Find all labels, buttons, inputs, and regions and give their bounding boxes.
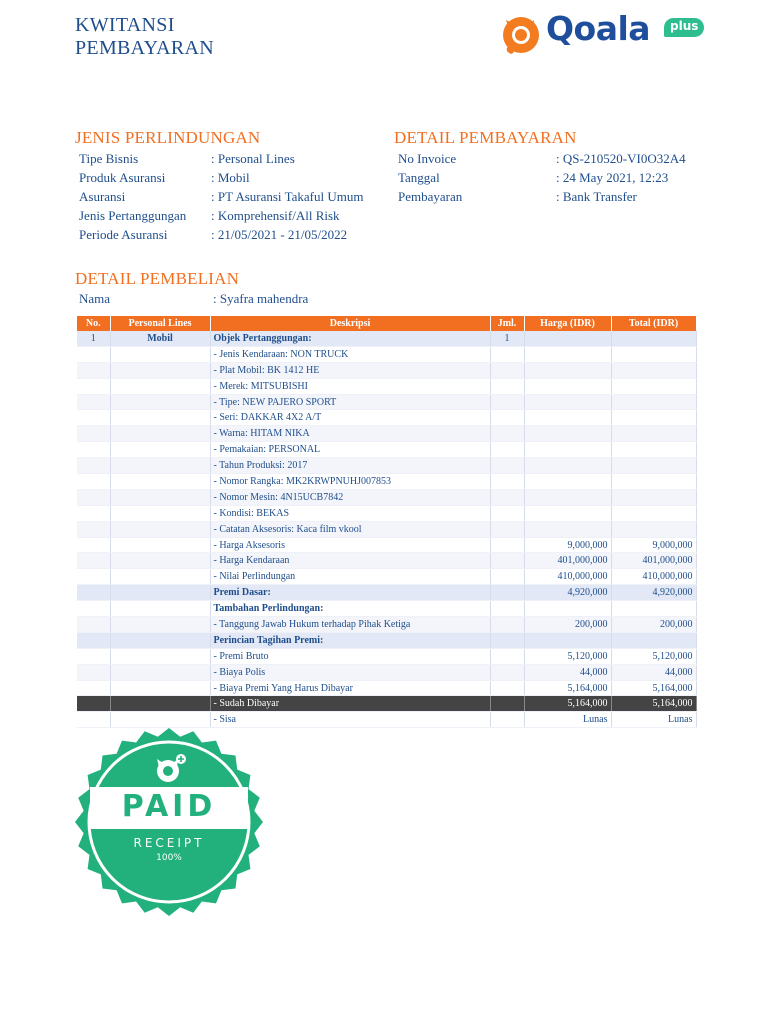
cell-harga — [524, 426, 611, 442]
kv-value: : 24 May 2021, 12:23 — [556, 170, 669, 185]
kv-value: : PT Asuransi Takaful Umum — [211, 189, 364, 204]
cell-jml — [490, 680, 524, 696]
cell-jml — [490, 664, 524, 680]
cell-deskripsi: - Biaya Polis — [210, 664, 490, 680]
cell-no — [77, 474, 110, 490]
cell-jml: 1 — [490, 331, 524, 346]
cell-no — [77, 362, 110, 378]
cell-no — [77, 505, 110, 521]
cell-total — [611, 426, 696, 442]
qoala-logo — [500, 9, 705, 56]
cell-jml — [490, 442, 524, 458]
nama-value: : Syafra mahendra — [213, 291, 309, 306]
kv-label: Pembayaran — [398, 189, 463, 204]
cell-personal-line — [110, 569, 210, 585]
plus-badge: plus — [664, 18, 704, 37]
cell-no — [77, 426, 110, 442]
cell-deskripsi: - Harga Kendaraan — [210, 553, 490, 569]
cell-no — [77, 537, 110, 553]
cell-total — [611, 378, 696, 394]
cell-deskripsi: - Biaya Premi Yang Harus Dibayar — [210, 680, 490, 696]
cell-harga: 9,000,000 — [524, 537, 611, 553]
cell-total — [611, 346, 696, 362]
cell-total — [611, 474, 696, 490]
table-row — [77, 712, 696, 728]
cell-harga — [524, 442, 611, 458]
cell-no — [77, 712, 110, 728]
cell-harga: 5,120,000 — [524, 648, 611, 664]
kv-value: : Bank Transfer — [556, 189, 637, 204]
cell-no — [77, 680, 110, 696]
cell-jml — [490, 632, 524, 648]
cell-no — [77, 664, 110, 680]
cell-deskripsi: - Plat Mobil: BK 1412 HE — [210, 362, 490, 378]
receipt-title — [75, 14, 214, 60]
kv-value: : Mobil — [211, 170, 250, 185]
cell-deskripsi: - Tanggung Jawab Hukum terhadap Pihak Ketiga — [210, 617, 490, 633]
cell-no — [77, 489, 110, 505]
kv-row — [79, 149, 363, 168]
cell-total — [611, 458, 696, 474]
cell-personal-line — [110, 712, 210, 728]
cell-deskripsi: Objek Pertanggungan: — [210, 331, 490, 346]
cell-deskripsi: - Jenis Kendaraan: NON TRUCK — [210, 346, 490, 362]
col-header-personal-lines: Personal Lines — [110, 316, 210, 331]
cell-no — [77, 442, 110, 458]
table-row — [77, 585, 696, 601]
table-row — [77, 521, 696, 537]
cell-harga — [524, 378, 611, 394]
col-header-harga: Harga (IDR) — [524, 316, 611, 331]
cell-personal-line — [110, 458, 210, 474]
cell-no — [77, 632, 110, 648]
cell-jml — [490, 585, 524, 601]
cell-deskripsi: Tambahan Perlindungan: — [210, 601, 490, 617]
cell-personal-line — [110, 601, 210, 617]
table-row — [77, 617, 696, 633]
cell-harga — [524, 362, 611, 378]
jenis-perlindungan-list — [79, 149, 363, 244]
qoala-mascot-icon — [152, 753, 188, 785]
kv-label: Produk Asuransi — [79, 170, 166, 185]
table-row — [77, 553, 696, 569]
cell-no — [77, 617, 110, 633]
cell-harga — [524, 474, 611, 490]
cell-personal-line — [110, 617, 210, 633]
cell-total — [611, 521, 696, 537]
kv-row — [79, 206, 363, 225]
cell-jml — [490, 362, 524, 378]
cell-no — [77, 601, 110, 617]
cell-harga: 401,000,000 — [524, 553, 611, 569]
table-row — [77, 394, 696, 410]
cell-deskripsi: - Merek: MITSUBISHI — [210, 378, 490, 394]
kv-value: : QS-210520-VI0O32A4 — [556, 151, 686, 166]
table-row — [77, 664, 696, 680]
cell-harga — [524, 489, 611, 505]
cell-harga — [524, 394, 611, 410]
table-body — [77, 331, 696, 728]
cell-personal-line — [110, 489, 210, 505]
cell-total — [611, 505, 696, 521]
kv-row — [79, 225, 363, 244]
cell-total: 44,000 — [611, 664, 696, 680]
cell-no — [77, 553, 110, 569]
cell-no — [77, 346, 110, 362]
cell-personal-line — [110, 585, 210, 601]
cell-jml — [490, 696, 524, 712]
cell-personal-line — [110, 696, 210, 712]
kv-value: : Personal Lines — [211, 151, 295, 166]
table-row — [77, 601, 696, 617]
table-row — [77, 378, 696, 394]
title-line-2: PEMBAYARAN — [75, 37, 214, 59]
table-row — [77, 569, 696, 585]
cell-deskripsi: - Catatan Aksesoris: Kaca film vkool — [210, 521, 490, 537]
cell-harga: 5,164,000 — [524, 680, 611, 696]
cell-harga — [524, 458, 611, 474]
table-row — [77, 648, 696, 664]
cell-total — [611, 331, 696, 346]
cell-deskripsi: - Seri: DAKKAR 4X2 A/T — [210, 410, 490, 426]
cell-no: 1 — [77, 331, 110, 346]
kv-value: : Komprehensif/All Risk — [211, 208, 340, 223]
cell-deskripsi: - Nomor Rangka: MK2KRWPNUHJ007853 — [210, 474, 490, 490]
kv-label: Tipe Bisnis — [79, 151, 139, 166]
cell-personal-line — [110, 474, 210, 490]
cell-personal-line: Mobil — [110, 331, 210, 346]
cell-deskripsi: Premi Dasar: — [210, 585, 490, 601]
cell-deskripsi: - Premi Bruto — [210, 648, 490, 664]
cell-personal-line — [110, 442, 210, 458]
cell-harga: 200,000 — [524, 617, 611, 633]
cell-deskripsi: - Pemakaian: PERSONAL — [210, 442, 490, 458]
cell-personal-line — [110, 680, 210, 696]
cell-harga — [524, 346, 611, 362]
cell-deskripsi: - Nilai Perlindungan — [210, 569, 490, 585]
table-row — [77, 458, 696, 474]
kv-row — [79, 187, 363, 206]
cell-harga — [524, 601, 611, 617]
cell-no — [77, 521, 110, 537]
cell-total: 5,164,000 — [611, 680, 696, 696]
cell-personal-line — [110, 664, 210, 680]
cell-harga: 5,164,000 — [524, 696, 611, 712]
cell-jml — [490, 617, 524, 633]
cell-total: Lunas — [611, 712, 696, 728]
cell-no — [77, 458, 110, 474]
cell-no — [77, 378, 110, 394]
detail-pembayaran-heading: DETAIL PEMBAYARAN — [394, 128, 577, 147]
cell-jml — [490, 553, 524, 569]
kv-label: Asuransi — [79, 189, 126, 204]
table-row — [77, 442, 696, 458]
cell-jml — [490, 712, 524, 728]
cell-harga — [524, 331, 611, 346]
cell-total: 5,164,000 — [611, 696, 696, 712]
cell-total: 200,000 — [611, 617, 696, 633]
cell-no — [77, 569, 110, 585]
table-row — [77, 489, 696, 505]
table-row — [77, 474, 696, 490]
detail-pembayaran-list — [398, 149, 686, 206]
cell-jml — [490, 505, 524, 521]
table-row — [77, 632, 696, 648]
table-row — [77, 331, 696, 346]
cell-total — [611, 362, 696, 378]
cell-total — [611, 489, 696, 505]
cell-personal-line — [110, 426, 210, 442]
cell-deskripsi: - Kondisi: BEKAS — [210, 505, 490, 521]
fox-mascot-icon — [500, 12, 544, 56]
cell-personal-line — [110, 648, 210, 664]
cell-total — [611, 442, 696, 458]
paid-stamp — [74, 727, 264, 917]
nama-label: Nama — [79, 291, 111, 306]
cell-harga — [524, 632, 611, 648]
cell-jml — [490, 601, 524, 617]
kv-row — [79, 289, 308, 308]
items-table — [77, 316, 697, 728]
table-row — [77, 680, 696, 696]
kv-label: Tanggal — [398, 170, 440, 185]
table-row — [77, 362, 696, 378]
cell-deskripsi: - Sudah Dibayar — [210, 696, 490, 712]
cell-jml — [490, 394, 524, 410]
kv-row — [398, 168, 686, 187]
cell-personal-line — [110, 505, 210, 521]
cell-no — [77, 394, 110, 410]
cell-jml — [490, 378, 524, 394]
kv-row — [79, 168, 363, 187]
stamp-percent-text: 100% — [156, 853, 182, 863]
table-row — [77, 426, 696, 442]
cell-deskripsi: - Nomor Mesin: 4N15UCB7842 — [210, 489, 490, 505]
cell-jml — [490, 426, 524, 442]
cell-jml — [490, 537, 524, 553]
table-row — [77, 410, 696, 426]
cell-deskripsi: Perincian Tagihan Premi: — [210, 632, 490, 648]
cell-total — [611, 601, 696, 617]
cell-no — [77, 696, 110, 712]
table-row — [77, 537, 696, 553]
col-header-total: Total (IDR) — [611, 316, 696, 331]
cell-jml — [490, 458, 524, 474]
col-header-no: No. — [77, 316, 110, 331]
cell-harga — [524, 410, 611, 426]
cell-jml — [490, 489, 524, 505]
table-row — [77, 696, 696, 712]
cell-total — [611, 410, 696, 426]
logo-wordmark: Qoala — [546, 9, 651, 48]
cell-deskripsi: - Sisa — [210, 712, 490, 728]
detail-pembelian-heading: DETAIL PEMBELIAN — [75, 269, 240, 288]
cell-harga: 44,000 — [524, 664, 611, 680]
cell-deskripsi: - Tahun Produksi: 2017 — [210, 458, 490, 474]
kv-label: No Invoice — [398, 151, 457, 166]
cell-jml — [490, 569, 524, 585]
cell-harga — [524, 521, 611, 537]
jenis-perlindungan-heading: JENIS PERLINDUNGAN — [75, 128, 261, 147]
table-header-row — [77, 316, 696, 331]
cell-personal-line — [110, 521, 210, 537]
cell-no — [77, 648, 110, 664]
cell-total: 410,000,000 — [611, 569, 696, 585]
cell-jml — [490, 648, 524, 664]
cell-total: 5,120,000 — [611, 648, 696, 664]
kv-row — [398, 149, 686, 168]
table-row — [77, 346, 696, 362]
cell-no — [77, 585, 110, 601]
nama-row — [79, 289, 308, 308]
cell-personal-line — [110, 394, 210, 410]
cell-jml — [490, 521, 524, 537]
cell-total — [611, 394, 696, 410]
cell-harga — [524, 505, 611, 521]
kv-label: Periode Asuransi — [79, 227, 168, 242]
cell-harga: 410,000,000 — [524, 569, 611, 585]
cell-personal-line — [110, 632, 210, 648]
cell-total — [611, 632, 696, 648]
cell-personal-line — [110, 553, 210, 569]
title-line-1: KWITANSI — [75, 14, 175, 36]
cell-deskripsi: - Warna: HITAM NIKA — [210, 426, 490, 442]
cell-deskripsi: - Tipe: NEW PAJERO SPORT — [210, 394, 490, 410]
cell-jml — [490, 346, 524, 362]
kv-row — [398, 187, 686, 206]
kv-value: : 21/05/2021 - 21/05/2022 — [211, 227, 348, 242]
cell-personal-line — [110, 537, 210, 553]
cell-harga: 4,920,000 — [524, 585, 611, 601]
cell-total: 9,000,000 — [611, 537, 696, 553]
cell-total: 4,920,000 — [611, 585, 696, 601]
stamp-paid-text: PAID — [121, 789, 217, 824]
cell-personal-line — [110, 378, 210, 394]
cell-jml — [490, 474, 524, 490]
cell-jml — [490, 410, 524, 426]
cell-personal-line — [110, 362, 210, 378]
cell-no — [77, 410, 110, 426]
cell-personal-line — [110, 410, 210, 426]
cell-personal-line — [110, 346, 210, 362]
stamp-receipt-text: RECEIPT — [133, 836, 205, 850]
table-row — [77, 505, 696, 521]
cell-deskripsi: - Harga Aksesoris — [210, 537, 490, 553]
kv-label: Jenis Pertanggungan — [79, 208, 187, 223]
cell-total: 401,000,000 — [611, 553, 696, 569]
cell-harga: Lunas — [524, 712, 611, 728]
col-header-jml: Jml. — [490, 316, 524, 331]
col-header-deskripsi: Deskripsi — [210, 316, 490, 331]
